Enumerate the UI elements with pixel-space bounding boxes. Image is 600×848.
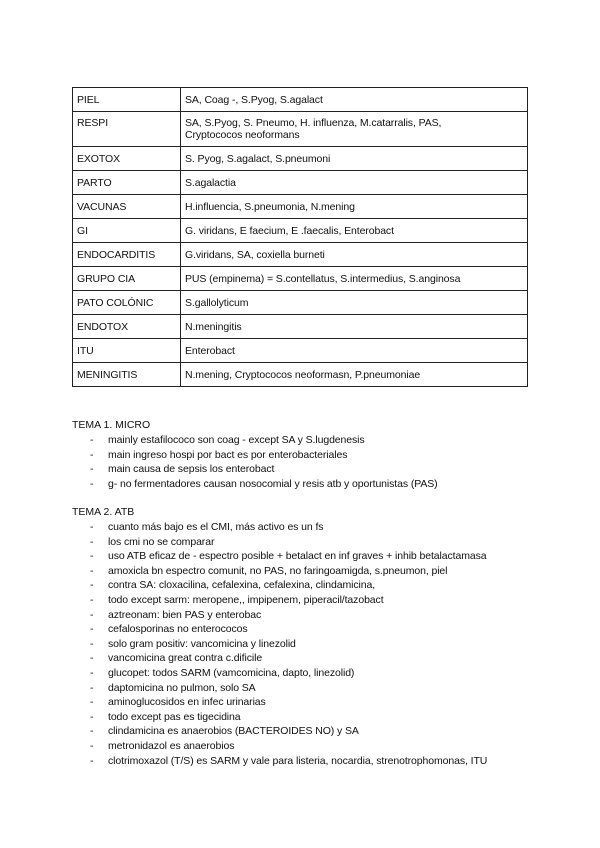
row-key: ENDOTOX xyxy=(73,315,181,339)
list-item xyxy=(72,593,542,608)
table-row xyxy=(73,291,528,315)
row-value: N.mening, Cryptococos neoformasn, P.pneumoniae xyxy=(181,363,528,387)
bullet-dash: - xyxy=(90,681,94,694)
bullet-dash: - xyxy=(90,477,94,490)
list-item xyxy=(72,622,542,637)
row-value-line-1: SA, S.Pyog, S. Pneumo, H. influenza, M.catarralis, PAS, xyxy=(185,117,442,129)
row-value: PUS (empinema) = S.contellatus, S.intermedius, S.anginosa xyxy=(181,267,528,291)
list-item-text: solo gram positiv: vancomicina y linezolid xyxy=(108,637,296,650)
table-row xyxy=(73,88,528,112)
table-row xyxy=(73,339,528,363)
table-row xyxy=(73,243,528,267)
tema1-section xyxy=(72,418,542,491)
row-key: RESPI xyxy=(73,112,181,147)
bullet-dash: - xyxy=(90,579,94,592)
list-item-text: amoxicla bn espectro comunit, no PAS, no faringoamigda, s.pneumon, piel xyxy=(108,564,448,577)
table-row xyxy=(73,171,528,195)
list-item xyxy=(72,462,542,477)
table-row xyxy=(73,363,528,387)
pathogen-summary-table xyxy=(72,87,528,387)
list-item xyxy=(72,520,542,535)
table-row xyxy=(73,195,528,219)
bullet-dash: - xyxy=(90,754,94,767)
list-item-text: uso ATB eficaz de - espectro posible + betalact en inf graves + inhib betalactamasa xyxy=(108,550,487,563)
list-item-text: daptomicina no pulmon, solo SA xyxy=(108,681,256,694)
row-key: GI xyxy=(73,219,181,243)
list-item xyxy=(72,578,542,593)
list-item xyxy=(72,739,542,754)
bullet-dash: - xyxy=(90,564,94,577)
bullet-dash: - xyxy=(90,550,94,563)
row-value: S.agalactia xyxy=(181,171,528,195)
list-item-text: g- no fermentadores causan nosocomial y resis atb y oportunistas (PAS) xyxy=(108,477,438,490)
list-item-text: clotrimoxazol (T/S) es SARM y vale para listeria, nocardia, strenotrophomonas, ITU xyxy=(108,754,488,767)
list-item-text: main causa de sepsis los enterobact xyxy=(108,463,275,476)
bullet-dash: - xyxy=(90,608,94,621)
list-item-text: los cmi no se comparar xyxy=(108,535,215,548)
bullet-dash: - xyxy=(90,637,94,650)
row-value xyxy=(181,112,528,147)
list-item xyxy=(72,681,542,696)
list-item xyxy=(72,433,542,448)
row-key: GRUPO CIA xyxy=(73,267,181,291)
row-key: VACUNAS xyxy=(73,195,181,219)
row-key: PATO COLÓNIC xyxy=(73,291,181,315)
tema2-list xyxy=(72,520,542,768)
bullet-dash: - xyxy=(90,448,94,461)
list-item-text: aztreonam: bien PAS y enterobac xyxy=(108,608,262,621)
tema1-list xyxy=(72,433,542,491)
tema2-section xyxy=(72,505,542,768)
table-row xyxy=(73,147,528,171)
row-value: G.viridans, SA, coxiella burneti xyxy=(181,243,528,267)
list-item-text: todo except sarm: meropene,, impipenem, piperacil/tazobact xyxy=(108,593,384,606)
row-key: ENDOCARDITIS xyxy=(73,243,181,267)
list-item xyxy=(72,608,542,623)
bullet-dash: - xyxy=(90,739,94,752)
tema2-title: TEMA 2. ATB xyxy=(72,506,135,518)
bullet-dash: - xyxy=(90,623,94,636)
table-row xyxy=(73,315,528,339)
row-key: EXOTOX xyxy=(73,147,181,171)
list-item xyxy=(72,651,542,666)
row-value: S.gallolyticum xyxy=(181,291,528,315)
list-item xyxy=(72,637,542,652)
list-item-text: contra SA: cloxacilina, cefalexina, cefalexina, clindamicina, xyxy=(108,579,376,592)
row-value: SA, Coag -, S.Pyog, S.agalact xyxy=(181,88,528,112)
list-item-text: cefalosporinas no enterococos xyxy=(108,623,248,636)
list-item-text: todo except pas es tigecidina xyxy=(108,710,241,723)
row-key: PARTO xyxy=(73,171,181,195)
list-item-text: vancomicina great contra c.dificile xyxy=(108,652,263,665)
row-value: Enterobact xyxy=(181,339,528,363)
list-item-text: clindamicina es anaerobios (BACTEROIDES NO) y SA xyxy=(108,725,359,738)
bullet-dash: - xyxy=(90,725,94,738)
tema1-title: TEMA 1. MICRO xyxy=(72,419,151,431)
bullet-dash: - xyxy=(90,666,94,679)
bullet-dash: - xyxy=(90,696,94,709)
table-row xyxy=(73,267,528,291)
row-value-line-2: Cryptococos neoformans xyxy=(185,129,300,141)
list-item xyxy=(72,477,542,492)
list-item xyxy=(72,564,542,579)
bullet-dash: - xyxy=(90,593,94,606)
list-item-text: aminoglucosidos en infec urinarias xyxy=(108,696,266,709)
bullet-dash: - xyxy=(90,434,94,446)
row-value: G. viridans, E faecium, E .faecalis, Enterobact xyxy=(181,219,528,243)
list-item-text: cuanto más bajo es el CMI, más activo es un fs xyxy=(108,521,324,533)
list-item xyxy=(72,710,542,725)
row-value: N.meningitis xyxy=(181,315,528,339)
row-key: MENINGITIS xyxy=(73,363,181,387)
row-value: S. Pyog, S.agalact, S.pneumoni xyxy=(181,147,528,171)
list-item-text: metronidazol es anaerobios xyxy=(108,739,235,752)
table-row xyxy=(73,219,528,243)
bullet-dash: - xyxy=(90,535,94,548)
list-item-text: main ingreso hospi por bact es por enterobacteriales xyxy=(108,448,348,461)
bullet-dash: - xyxy=(90,652,94,665)
list-item-text: mainly estafilococo son coag - except SA y S.lugdenesis xyxy=(108,434,365,446)
list-item xyxy=(72,535,542,550)
list-item xyxy=(72,448,542,463)
list-item xyxy=(72,724,542,739)
list-item-text: glucopet: todos SARM (vamcomicina, dapto, linezolid) xyxy=(108,666,355,679)
list-item xyxy=(72,695,542,710)
bullet-dash: - xyxy=(90,710,94,723)
bullet-dash: - xyxy=(90,521,94,533)
list-item xyxy=(72,666,542,681)
table-row xyxy=(73,112,528,147)
list-item xyxy=(72,754,542,769)
bullet-dash: - xyxy=(90,463,94,476)
row-key: ITU xyxy=(73,339,181,363)
list-item xyxy=(72,549,542,564)
row-key: PIEL xyxy=(73,88,181,112)
row-value: H.influencia, S.pneumonia, N.mening xyxy=(181,195,528,219)
